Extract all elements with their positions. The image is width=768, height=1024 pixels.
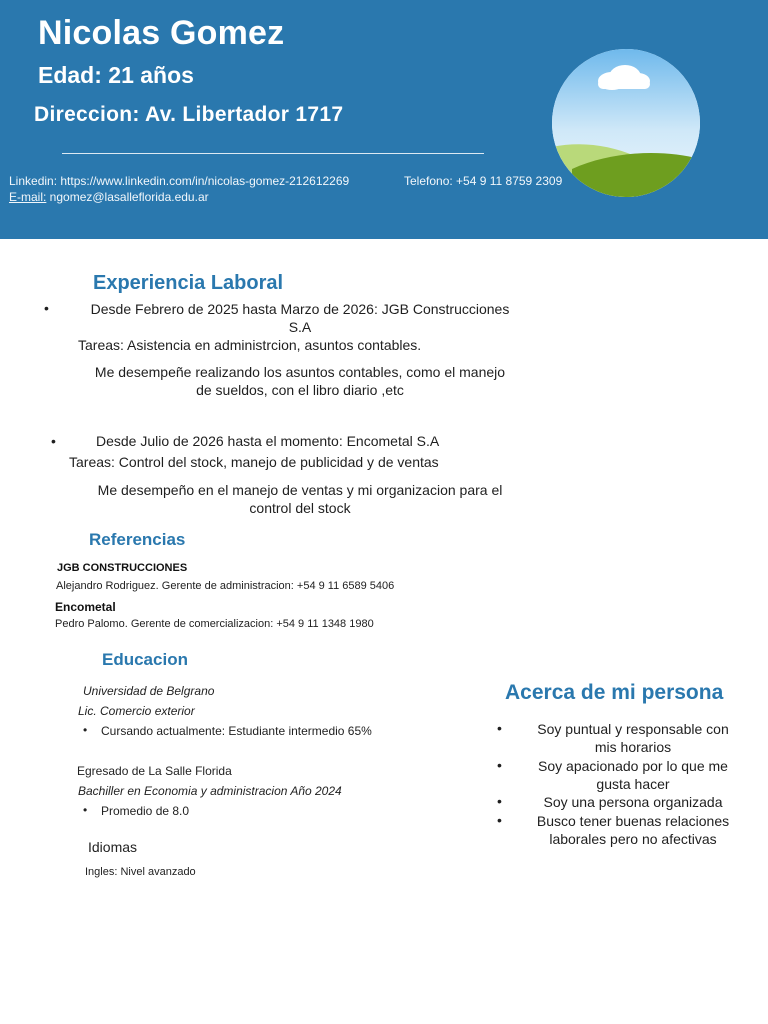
bullet-icon: • [83,803,88,817]
landscape-image-icon [552,49,700,197]
school-average: Promedio de 8.0 [101,804,190,818]
job1-description [70,363,530,399]
bullet-icon: • [497,720,502,736]
university-name: Universidad de Belgrano [83,684,215,698]
languages-level: Ingles: Nivel avanzado [85,866,196,878]
linkedin-link[interactable]: Linkedin: https://www.linkedin.com/in/nicolas-gomez-212612269 [9,174,350,188]
about-item-2-line2: gusta hacer [596,776,670,792]
email-label: E-mail: [9,190,47,204]
ref2-contact: Pedro Palomo. Gerente de comercializacion: +54 9 11 1348 1980 [55,618,374,630]
bullet-icon: • [44,300,49,316]
education-heading: Educacion [102,650,188,669]
about-item-2-line1: Soy apacionado por lo que me [538,758,728,774]
school-degree: Bachiller en Economia y administracion Año 2024 [78,784,342,798]
languages-heading: Idiomas [88,839,138,855]
job1-desc-line1: Me desempeñe realizando los asuntos contables, como el manejo [94,364,506,380]
job2-tasks: Tareas: Control del stock, manejo de publicidad y de ventas [69,454,439,470]
about-heading: Acerca de mi persona [505,681,724,704]
person-address: Direccion: Av. Libertador 1717 [34,103,344,126]
about-item-4-line2: laborales pero no afectivas [549,831,717,847]
school-name: Egresado de La Salle Florida [77,764,232,778]
job2-desc-line2: control del stock [249,500,351,516]
experience-heading: Experiencia Laboral [93,272,284,294]
bullet-icon: • [497,757,502,773]
person-age: Edad: 21 años [38,62,194,88]
about-item-2 [520,757,746,793]
job2-description [70,481,530,517]
job1-tasks: Tareas: Asistencia en administrcion, asuntos contables. [78,337,422,353]
ref1-contact: Alejandro Rodriguez. Gerente de administracion: +54 9 11 6589 5406 [56,580,395,592]
study-status: Cursando actualmente: Estudiante intermedio 65% [101,724,372,738]
references-heading: Referencias [89,530,186,549]
ref2-company: Encometal [55,600,116,614]
job1-period-line1: Desde Febrero de 2025 hasta Marzo de 2026: JGB Construcciones [90,301,510,317]
about-item-1-line1: Soy puntual y responsable con [537,721,729,737]
header-banner [0,0,768,239]
phone-number: Telefono: +54 9 11 8759 2309 [404,174,563,188]
about-item-1-line2: mis horarios [594,739,672,755]
ref1-company: JGB CONSTRUCCIONES [57,562,188,574]
job2-period: Desde Julio de 2026 hasta el momento: Encometal S.A [96,433,440,449]
bullet-icon: • [497,793,502,809]
email-link[interactable]: ngomez@lasalleflorida.edu.ar [46,190,209,204]
job1-desc-line2: de sueldos, con el libro diario ,etc [196,382,404,398]
degree-name: Lic. Comercio exterior [78,704,195,718]
about-item-1 [520,720,746,756]
job2-desc-line1: Me desempeño en el manejo de ventas y mi organizacion para el [97,482,503,498]
bullet-icon: • [83,723,88,737]
job1-period [70,300,530,336]
profile-photo [552,49,700,197]
email-line [9,190,209,204]
bullet-icon: • [497,812,502,828]
about-item-4-line1: Busco tener buenas relaciones [536,813,730,829]
person-name: Nicolas Gomez [38,14,285,52]
header-divider [62,153,484,154]
about-item-4 [520,812,746,848]
job1-period-line2: S.A [288,319,312,335]
about-item-3: Soy una persona organizada [543,794,723,810]
bullet-icon: • [51,433,56,449]
